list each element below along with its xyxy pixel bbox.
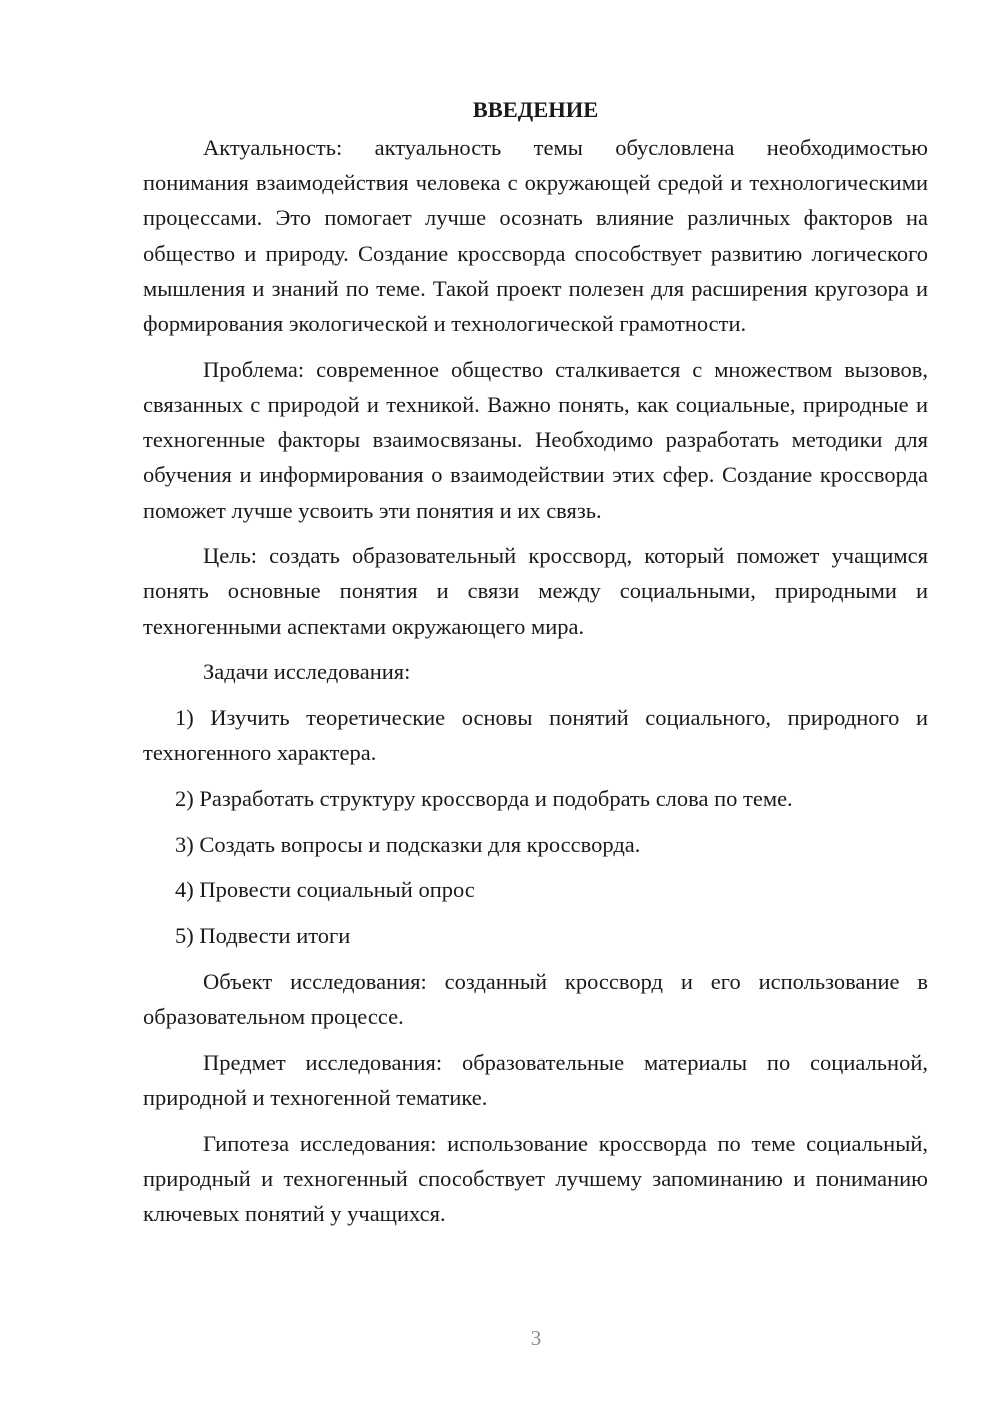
paragraph-hypothesis: Гипотеза исследования: использование кроссворда по теме социальный, природный и техногенный способствует лучшему запоминанию и пониманию ключевых понятий у учащихся.	[143, 1130, 928, 1226]
page-content	[143, 92, 928, 1242]
page-title: ВВЕДЕНИЕ	[472, 97, 599, 122]
paragraph-relevance: Актуальность: актуальность темы обусловлена необходимостью понимания взаимодействия человека с окружающей средой и технологическими процессами. Это помогает лучше осознать влияние различных факторов на общество и природу. Создание кроссворда способствует развитию логического мышления и знаний по теме. Такой проект полезен для расширения кругозора и формирования экологической и технологической грамотности.	[143, 135, 928, 337]
paragraph-problem: Проблема: современное общество сталкивается с множеством вызовов, связанных с природой и техникой. Важно понять, как социальные, природные и техногенные факторы взаимосвязаны. Необходимо разработать методики для обучения и информирования о взаимодействии этих сфер. Создание кроссворда поможет лучше усвоить эти понятия и их связь.	[143, 356, 928, 523]
task-item: 3) Создать вопросы и подсказки для кроссворда.	[175, 831, 641, 857]
page-number: 3	[530, 1326, 542, 1350]
paragraph-tasks-heading: Задачи исследования:	[203, 659, 411, 685]
task-item: 5) Подвести итоги	[175, 923, 351, 949]
task-item: 4) Провести социальный опрос	[175, 877, 475, 903]
task-item: 2) Разработать структуру кроссворда и подобрать слова по теме.	[175, 785, 793, 811]
paragraph-goal: Цель: создать образовательный кроссворд, который поможет учащимся понять основные понятия и связи между социальными, природными и техногенными аспектами окружающего мира.	[143, 543, 928, 639]
paragraph-subject: Предмет исследования: образовательные материалы по социальной, природной и техногенной тематике.	[143, 1049, 928, 1110]
paragraph-object: Объект исследования: созданный кроссворд и его использование в образовательном процессе.	[143, 968, 928, 1029]
task-item: 1) Изучить теоретические основы понятий социального, природного и техногенного характера.	[143, 705, 928, 766]
